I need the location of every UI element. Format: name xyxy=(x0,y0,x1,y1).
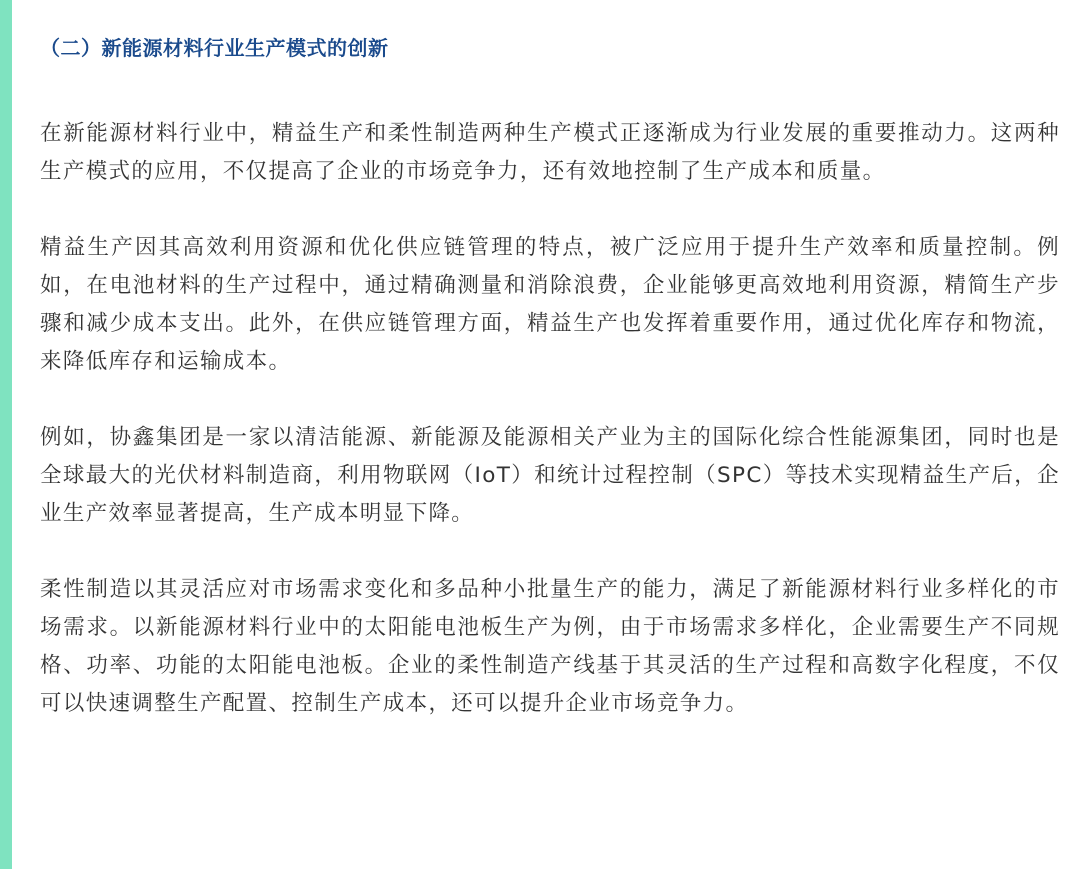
paragraph-intro: 在新能源材料行业中，精益生产和柔性制造两种生产模式正逐渐成为行业发展的重要推动力。这两种生产模式的应用，不仅提高了企业的市场竞争力，还有效地控制了生产成本和质量。 xyxy=(40,121,1060,184)
paragraph-lean-production: 精益生产因其高效利用资源和优化供应链管理的特点，被广泛应用于提升生产效率和质量控制。例如，在电池材料的生产过程中，通过精确测量和消除浪费，企业能够更高效地利用资源，精简生产步骤和减少成本支出。此外，在供应链管理方面，精益生产也发挥着重要作用，通过优化库存和物流，来降低库存和运输成本。 xyxy=(40,235,1060,374)
paragraph-flexible-manufacturing: 柔性制造以其灵活应对市场需求变化和多品种小批量生产的能力，满足了新能源材料行业多样化的市场需求。以新能源材料行业中的太阳能电池板生产为例，由于市场需求多样化，企业需要生产不同规格、功率、功能的太阳能电池板。企业的柔性制造产线基于其灵活的生产过程和高数字化程度，不仅可以快速调整生产配置、控制生产成本，还可以提升企业市场竞争力。 xyxy=(40,577,1060,716)
article-section xyxy=(40,28,1060,761)
left-accent-bar xyxy=(0,0,12,869)
section-heading: （二）新能源材料行业生产模式的创新 xyxy=(40,36,389,60)
paragraph-gcl-example: 例如，协鑫集团是一家以清洁能源、新能源及能源相关产业为主的国际化综合性能源集团，同时也是全球最大的光伏材料制造商，利用物联网（IoT）和统计过程控制（SPC）等技术实现精益生产后，企业生产效率显著提高，生产成本明显下降。 xyxy=(40,425,1060,526)
